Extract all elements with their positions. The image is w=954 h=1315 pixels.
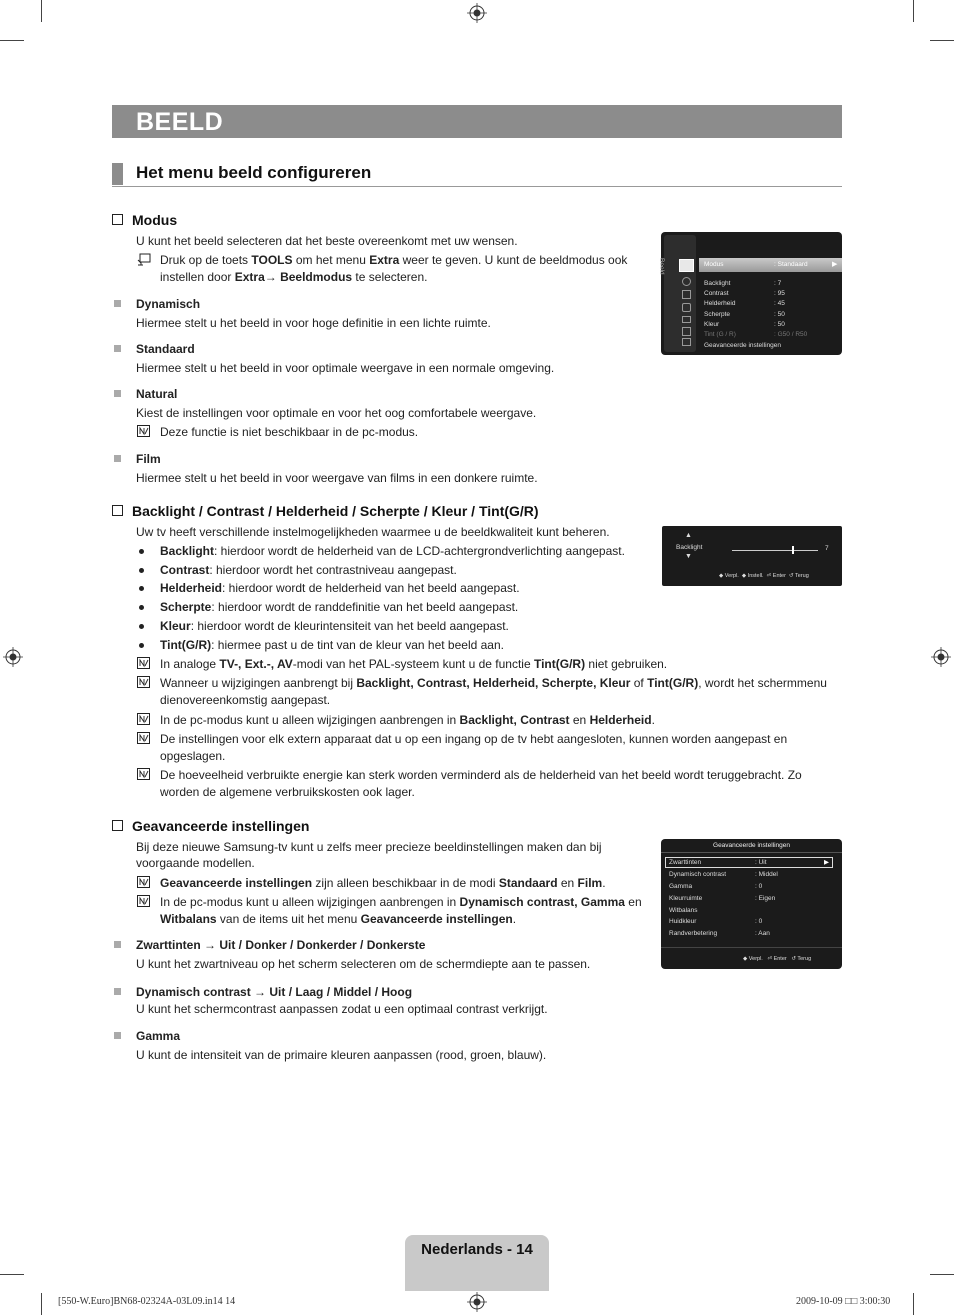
application-icon [682,327,691,336]
page-number: Nederlands - 14 [421,1241,533,1258]
square-bullet-icon [114,988,121,995]
enter-icon: ⏎ [766,573,772,579]
registration-mark-icon [467,1292,487,1312]
print-info-left: [550-W.Euro]BN68-02324A-03L09.in14 14 [58,1296,236,1307]
osd-row-value: : 45 [774,300,785,307]
setting-text: U kunt het schermcontrast aanpassen zodat u een optimaal contrast verkrijgt. [136,1002,548,1016]
picture-icon [679,259,694,272]
bullet-item: Helderheid: hierdoor wordt de helderheid van het beeld aangepast. [160,581,520,595]
registration-mark-icon [467,3,487,23]
square-bullet-icon [114,1032,121,1039]
bullet-icon [139,643,144,648]
move-icon: ◆ [719,573,724,579]
input-icon [682,316,691,323]
osd-row-label: Dynamisch contrast [669,871,727,878]
osd-row-value: : Aan [755,930,770,937]
page-title: BEELD [136,108,224,136]
osd-row-value: : 50 [774,321,785,328]
registration-mark-icon [3,647,23,667]
slider-handle[interactable] [792,546,794,554]
crop-mark [41,1293,42,1315]
crop-mark [41,0,42,22]
osd-row-label: Witbalans [669,907,698,914]
checkbox-bullet-icon [112,214,123,225]
osd-sidebar [664,235,696,352]
return-icon: ↺ [789,573,794,579]
osd-row-value: : 7 [774,280,782,287]
slider-value: 7 [825,545,829,552]
registration-mark-icon [931,647,951,667]
setting-text: U kunt het zwartniveau op het scherm selecteren om de schermdiepte aan te passen. [136,957,591,971]
channel-icon [682,290,691,299]
modus-intro: U kunt het beeld selecteren dat het beste overeenkomt met uw wensen. [136,234,518,248]
note-icon [137,425,150,437]
osd-row-label: Geavanceerde instellingen [704,342,781,349]
osd-row-label: Gamma [669,883,693,890]
arrow-right-icon: ▶ [832,261,838,268]
mode-title: Dynamisch [136,297,201,311]
bullet-icon [139,624,144,629]
osd-row-value: : Standaard [774,261,808,268]
bullet-item: Kleur: hierdoor wordt de kleurintensiteit van het beeld aangepast. [160,619,509,633]
support-icon [682,338,691,346]
backlight-intro: Uw tv heeft verschillende instelmogelijkheden waarmee u de beeldkwaliteit kunt beheren. [136,525,610,539]
section-heading-advanced: Geavanceerde instellingen [112,818,309,834]
return-icon: ↺ [791,956,796,962]
advanced-intro: Bij deze nieuwe Samsung-tv kunt u zelfs meer precieze beeldinstellingen maken dan bij [136,840,602,854]
page-title-bar [112,105,842,138]
osd-row-label: Backlight [704,280,731,287]
page-footer-tab [405,1235,549,1291]
square-bullet-icon [114,300,121,307]
setting-title: Dynamisch contrast → Uit / Laag / Middel / Hoog [136,985,413,999]
note-text: worden de algemene verbruikskosten ook lager. [160,785,415,799]
bullet-icon [139,549,144,554]
divider [661,852,842,853]
slider-track[interactable] [732,550,818,551]
crop-mark [913,1293,914,1315]
square-bullet-icon [114,941,121,948]
bullet-item: Backlight: hierdoor wordt de helderheid van de LCD-achtergrondverlichting aangepast. [160,544,625,558]
osd-row-value: : 50 [774,311,785,318]
note-icon [137,657,150,669]
tools-icon [137,253,151,266]
osd-hint-bar: ◆ Verpl. ⏎ Enter ↺ Terug [743,956,812,962]
osd-advanced-menu [661,839,842,969]
square-bullet-icon [114,455,121,462]
osd-row-label: Kleurruimte [669,895,703,902]
osd-row-label: Helderheid [704,300,736,307]
osd-row-value: : Middel [755,871,778,878]
osd-row-value: : Eigen [755,895,776,902]
osd-row-value: : 0 [755,883,763,890]
bullet-item: Scherpte: hierdoor wordt de randdefinitie van het beeld aangepast. [160,600,519,614]
setup-icon [682,303,691,312]
note-text: Geavanceerde instellingen zijn alleen beschikbaar in de modi Standaard en Film. [160,876,606,890]
print-info-right: 2009-10-09 □□ 3:00:30 [796,1296,891,1307]
arrow-up-icon: ▲ [685,532,692,539]
setting-text: U kunt de intensiteit van de primaire kleuren aanpassen (rood, groen, blauw). [136,1048,547,1062]
osd-picture-menu [658,232,842,355]
page-subtitle: Het menu beeld configureren [136,163,372,182]
osd-row-value: : Uit [755,859,767,866]
tools-note-line1: Druk op de toets TOOLS om het menu Extra weer te geven. U kunt de beeldmodus ook [160,253,628,267]
square-bullet-icon [114,345,121,352]
note-icon [137,732,150,744]
setting-title: Zwarttinten → Uit / Donker / Donkerder / Donkerste [136,938,426,952]
arrow-down-icon: ▼ [685,553,692,560]
divider [661,947,842,948]
move-icon: ◆ [743,956,748,962]
bullet-icon [139,605,144,610]
checkbox-bullet-icon [112,505,123,516]
slider-label: Backlight [676,544,703,551]
note-icon [137,676,150,688]
note-icon [137,895,150,907]
osd-row-value: : G50 / R50 [774,331,808,338]
note-text: dienovereenkomstig aangepast. [160,693,331,707]
note-text: In analoge TV-, Ext.-, AV-modi van het PAL-systeem kunt u de functie Tint(G/R) niet gebruiken. [160,657,668,671]
osd-row-label: Kleur [704,321,720,328]
square-bullet-icon [114,390,121,397]
osd-row-value: : 95 [774,290,785,297]
subhead-bar [112,163,123,185]
osd-row-value: : 0 [755,918,763,925]
advanced-intro: voorgaande modellen. [136,856,255,870]
osd-advanced-title: Geavanceerde instellingen [713,842,790,849]
bullet-item: Tint(G/R): hiermee past u de tint van de kleur van het beeld aan. [160,638,504,652]
mode-title: Natural [136,387,178,401]
note-text: De hoeveelheid verbruikte energie kan sterk worden verminderd als de helderheid van het beeld wordt teruggebracht. Zo [160,768,802,782]
osd-row-label: Modus [704,261,724,268]
note-text: De instellingen voor elk extern apparaat dat u op een ingang op de tv hebt aangesloten, kunnen worden aangepast en [160,732,788,746]
bullet-item: Contrast: hierdoor wordt het contrastniveau aangepast. [160,563,457,577]
mode-title: Standaard [136,342,195,356]
mode-text: Hiermee stelt u het beeld in voor weergave van films in een donkere ruimte. [136,471,538,485]
osd-row-label: Randverbetering [669,930,718,937]
section-heading-modus: Modus [112,212,177,228]
setting-title: Gamma [136,1029,181,1043]
mode-text: Hiermee stelt u het beeld in voor optimale weergave in een normale omgeving. [136,361,555,375]
section-subhead [112,163,842,187]
crop-mark [913,0,914,22]
tools-note-line2: instellen door Extra→ Beeldmodus te selecteren. [160,270,428,284]
osd-row-label: Contrast [704,290,729,297]
note-text: Witbalans van de items uit het menu Geavanceerde instellingen. [160,912,517,926]
sound-icon [682,277,691,286]
osd-hint-bar: ◆ Verpl. ◆ Instell. ⏎ Enter ↺ Terug [719,573,809,579]
crop-mark [930,1274,954,1275]
enter-icon: ⏎ [767,956,773,962]
bullet-icon [139,568,144,573]
note-text: opgeslagen. [160,749,226,763]
adjust-icon: ◆ [741,573,747,579]
mode-title: Film [136,452,161,466]
note-icon [137,713,150,725]
bullet-icon [139,586,144,591]
osd-backlight-slider [662,526,842,586]
note-icon [137,768,150,780]
arrow-right-icon: ▶ [824,859,829,866]
osd-row-label: Zwarttinten [669,859,702,866]
note-icon [137,876,150,888]
note-text: Wanneer u wijzigingen aanbrengt bij Backlight, Contrast, Helderheid, Scherpte, Kleur of Tint(G/R), wordt het schermmenu [160,676,827,690]
osd-row-label: Huidkleur [669,918,697,925]
osd-row-label: Scherpte [704,311,731,318]
section-heading-backlight: Backlight / Contrast / Helderheid / Scherpte / Kleur / Tint(G/R) [112,503,539,519]
note-text: In de pc-modus kunt u alleen wijzigingen aanbrengen in Dynamisch contrast, Gamma en [160,895,642,909]
mode-text: Kiest de instellingen voor optimale en voor het oog comfortabele weergave. [136,406,537,420]
note-text: Deze functie is niet beschikbaar in de pc-modus. [160,425,419,439]
mode-text: Hiermee stelt u het beeld in voor hoge definitie in een lichte ruimte. [136,316,491,330]
osd-row-label: Tint (G / R) [704,331,736,338]
crop-mark [0,40,24,41]
osd-side-label: Beeld [658,258,665,275]
crop-mark [930,40,954,41]
crop-mark [0,1274,24,1275]
checkbox-bullet-icon [112,820,123,831]
note-text: In de pc-modus kunt u alleen wijzigingen aanbrengen in Backlight, Contrast en Helderheid. [160,713,655,727]
